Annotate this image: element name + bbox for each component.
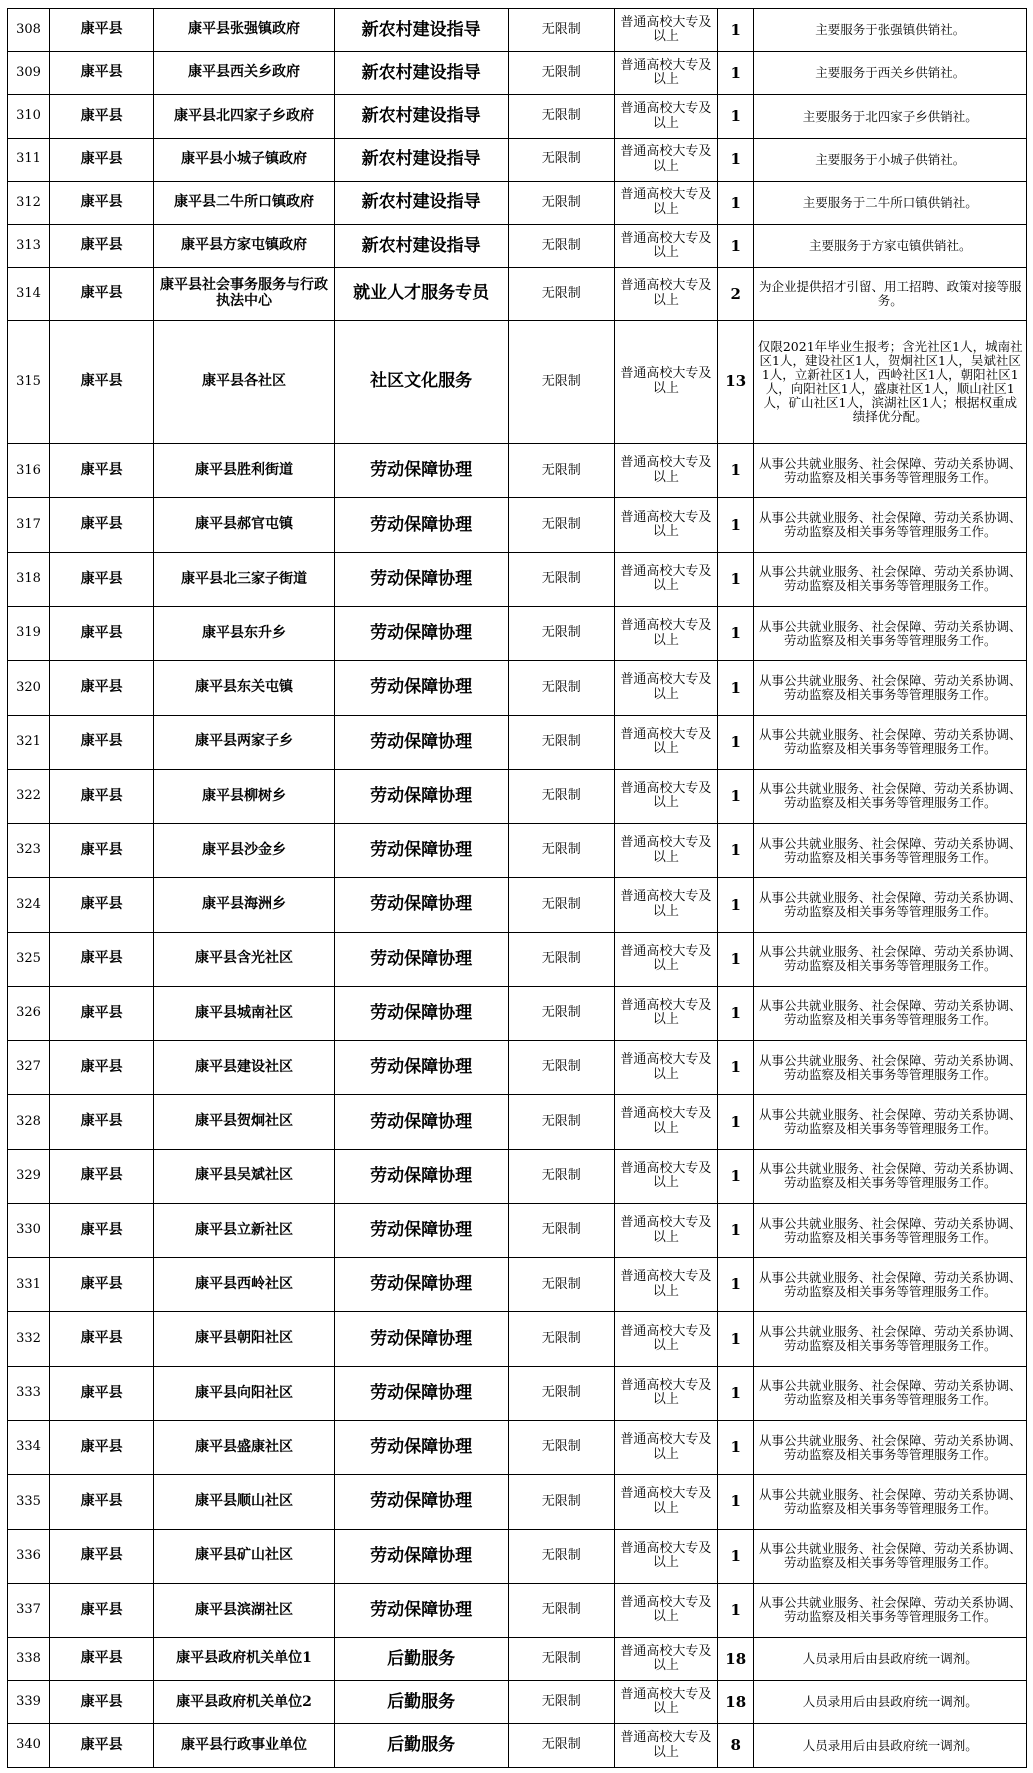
unit-cell: 康平县社会事务服务与行政执法中心 bbox=[154, 268, 335, 320]
headcount-cell: 1 bbox=[717, 9, 754, 52]
notes-cell: 从事公共就业服务、社会保障、劳动关系协调、劳动监察及相关事务等管理服务工作。 bbox=[754, 1529, 1027, 1583]
county-cell: 康平县 bbox=[50, 1681, 154, 1724]
notes-cell: 从事公共就业服务、社会保障、劳动关系协调、劳动监察及相关事务等管理服务工作。 bbox=[754, 769, 1027, 823]
unit-cell: 康平县张强镇政府 bbox=[154, 9, 335, 52]
education-cell: 普通高校大专及以上 bbox=[614, 1258, 717, 1312]
row-number: 308 bbox=[8, 9, 50, 52]
notes-cell: 人员录用后由县政府统一调剂。 bbox=[754, 1724, 1027, 1768]
notes-cell: 从事公共就业服务、社会保障、劳动关系协调、劳动监察及相关事务等管理服务工作。 bbox=[754, 932, 1027, 986]
notes-cell: 从事公共就业服务、社会保障、劳动关系协调、劳动监察及相关事务等管理服务工作。 bbox=[754, 444, 1027, 498]
unit-cell: 康平县向阳社区 bbox=[154, 1366, 335, 1420]
headcount-cell: 1 bbox=[717, 715, 754, 769]
row-number: 334 bbox=[8, 1420, 50, 1474]
education-cell: 普通高校大专及以上 bbox=[614, 138, 717, 181]
education-cell: 普通高校大专及以上 bbox=[614, 320, 717, 444]
county-cell: 康平县 bbox=[50, 225, 154, 268]
education-cell: 普通高校大专及以上 bbox=[614, 1724, 717, 1768]
notes-cell: 从事公共就业服务、社会保障、劳动关系协调、劳动监察及相关事务等管理服务工作。 bbox=[754, 824, 1027, 878]
row-number: 327 bbox=[8, 1041, 50, 1095]
notes-cell: 从事公共就业服务、社会保障、劳动关系协调、劳动监察及相关事务等管理服务工作。 bbox=[754, 1420, 1027, 1474]
notes-cell: 为企业提供招才引留、用工招聘、政策对接等服务。 bbox=[754, 268, 1027, 320]
row-number: 311 bbox=[8, 138, 50, 181]
unit-cell: 康平县北四家子乡政府 bbox=[154, 95, 335, 138]
education-cell: 普通高校大专及以上 bbox=[614, 1420, 717, 1474]
county-cell: 康平县 bbox=[50, 878, 154, 932]
unit-cell: 康平县二牛所口镇政府 bbox=[154, 181, 335, 224]
table-row bbox=[8, 607, 1027, 661]
county-cell: 康平县 bbox=[50, 1041, 154, 1095]
unit-cell: 康平县北三家子街道 bbox=[154, 552, 335, 606]
education-cell: 普通高校大专及以上 bbox=[614, 498, 717, 552]
table-row bbox=[8, 878, 1027, 932]
education-cell: 普通高校大专及以上 bbox=[614, 1203, 717, 1257]
unit-cell: 康平县小城子镇政府 bbox=[154, 138, 335, 181]
row-number: 321 bbox=[8, 715, 50, 769]
notes-cell: 从事公共就业服务、社会保障、劳动关系协调、劳动监察及相关事务等管理服务工作。 bbox=[754, 1041, 1027, 1095]
row-number: 332 bbox=[8, 1312, 50, 1366]
education-cell: 普通高校大专及以上 bbox=[614, 1529, 717, 1583]
education-cell: 普通高校大专及以上 bbox=[614, 52, 717, 95]
education-cell: 普通高校大专及以上 bbox=[614, 1312, 717, 1366]
post-name-cell: 劳动保障协理 bbox=[334, 1041, 508, 1095]
post-name-cell: 劳动保障协理 bbox=[334, 1529, 508, 1583]
post-name-cell: 劳动保障协理 bbox=[334, 1312, 508, 1366]
table-row bbox=[8, 1724, 1027, 1768]
unit-cell: 康平县城南社区 bbox=[154, 986, 335, 1040]
post-name-cell: 新农村建设指导 bbox=[334, 9, 508, 52]
notes-cell: 人员录用后由县政府统一调剂。 bbox=[754, 1681, 1027, 1724]
row-number: 337 bbox=[8, 1583, 50, 1637]
education-cell: 普通高校大专及以上 bbox=[614, 878, 717, 932]
post-name-cell: 新农村建设指导 bbox=[334, 52, 508, 95]
notes-cell: 主要服务于张强镇供销社。 bbox=[754, 9, 1027, 52]
table-row bbox=[8, 824, 1027, 878]
unit-cell: 康平县行政事业单位 bbox=[154, 1724, 335, 1768]
restriction-cell: 无限制 bbox=[508, 138, 614, 181]
headcount-cell: 1 bbox=[717, 225, 754, 268]
table-row bbox=[8, 268, 1027, 320]
county-cell: 康平县 bbox=[50, 932, 154, 986]
education-cell: 普通高校大专及以上 bbox=[614, 268, 717, 320]
post-name-cell: 劳动保障协理 bbox=[334, 1258, 508, 1312]
table-row bbox=[8, 95, 1027, 138]
restriction-cell: 无限制 bbox=[508, 769, 614, 823]
headcount-cell: 8 bbox=[717, 1724, 754, 1768]
table-row bbox=[8, 552, 1027, 606]
unit-cell: 康平县西关乡政府 bbox=[154, 52, 335, 95]
restriction-cell: 无限制 bbox=[508, 320, 614, 444]
table-row bbox=[8, 715, 1027, 769]
table-row bbox=[8, 52, 1027, 95]
row-number: 340 bbox=[8, 1724, 50, 1768]
notes-cell: 主要服务于方家屯镇供销社。 bbox=[754, 225, 1027, 268]
unit-cell: 康平县方家屯镇政府 bbox=[154, 225, 335, 268]
post-name-cell: 劳动保障协理 bbox=[334, 661, 508, 715]
education-cell: 普通高校大专及以上 bbox=[614, 986, 717, 1040]
notes-cell: 从事公共就业服务、社会保障、劳动关系协调、劳动监察及相关事务等管理服务工作。 bbox=[754, 552, 1027, 606]
table-row bbox=[8, 1638, 1027, 1681]
post-name-cell: 后勤服务 bbox=[334, 1724, 508, 1768]
unit-cell: 康平县两家子乡 bbox=[154, 715, 335, 769]
county-cell: 康平县 bbox=[50, 1529, 154, 1583]
headcount-cell: 1 bbox=[717, 824, 754, 878]
restriction-cell: 无限制 bbox=[508, 1149, 614, 1203]
post-name-cell: 劳动保障协理 bbox=[334, 1149, 508, 1203]
county-cell: 康平县 bbox=[50, 824, 154, 878]
table-row bbox=[8, 1529, 1027, 1583]
post-name-cell: 劳动保障协理 bbox=[334, 932, 508, 986]
headcount-cell: 1 bbox=[717, 661, 754, 715]
restriction-cell: 无限制 bbox=[508, 1681, 614, 1724]
unit-cell: 康平县东关屯镇 bbox=[154, 661, 335, 715]
county-cell: 康平县 bbox=[50, 769, 154, 823]
row-number: 339 bbox=[8, 1681, 50, 1724]
education-cell: 普通高校大专及以上 bbox=[614, 824, 717, 878]
headcount-cell: 1 bbox=[717, 52, 754, 95]
county-cell: 康平县 bbox=[50, 1203, 154, 1257]
county-cell: 康平县 bbox=[50, 1366, 154, 1420]
table-row bbox=[8, 661, 1027, 715]
notes-cell: 从事公共就业服务、社会保障、劳动关系协调、劳动监察及相关事务等管理服务工作。 bbox=[754, 986, 1027, 1040]
row-number: 338 bbox=[8, 1638, 50, 1681]
unit-cell: 康平县吴斌社区 bbox=[154, 1149, 335, 1203]
unit-cell: 康平县滨湖社区 bbox=[154, 1583, 335, 1637]
post-name-cell: 劳动保障协理 bbox=[334, 1420, 508, 1474]
education-cell: 普通高校大专及以上 bbox=[614, 1041, 717, 1095]
education-cell: 普通高校大专及以上 bbox=[614, 1638, 717, 1681]
restriction-cell: 无限制 bbox=[508, 1420, 614, 1474]
restriction-cell: 无限制 bbox=[508, 1638, 614, 1681]
restriction-cell: 无限制 bbox=[508, 1095, 614, 1149]
unit-cell: 康平县盛康社区 bbox=[154, 1420, 335, 1474]
notes-cell: 主要服务于二牛所口镇供销社。 bbox=[754, 181, 1027, 224]
table-row bbox=[8, 1041, 1027, 1095]
headcount-cell: 1 bbox=[717, 1475, 754, 1529]
education-cell: 普通高校大专及以上 bbox=[614, 444, 717, 498]
unit-cell: 康平县柳树乡 bbox=[154, 769, 335, 823]
table-row bbox=[8, 225, 1027, 268]
county-cell: 康平县 bbox=[50, 181, 154, 224]
headcount-cell: 18 bbox=[717, 1681, 754, 1724]
post-name-cell: 劳动保障协理 bbox=[334, 1203, 508, 1257]
education-cell: 普通高校大专及以上 bbox=[614, 932, 717, 986]
restriction-cell: 无限制 bbox=[508, 932, 614, 986]
headcount-cell: 1 bbox=[717, 1312, 754, 1366]
row-number: 318 bbox=[8, 552, 50, 606]
post-name-cell: 社区文化服务 bbox=[334, 320, 508, 444]
notes-cell: 仅限2021年毕业生报考；含光社区1人，城南社区1人，建设社区1人，贺炯社区1人，吴斌社区1人，立新社区1人，西岭社区1人，朝阳社区1人，向阳社区1人，盛康社区1人，顺山社区1人，矿山社区1人，滨湖社区1人；根据权重成绩择优分配。 bbox=[754, 320, 1027, 444]
unit-cell: 康平县顺山社区 bbox=[154, 1475, 335, 1529]
table-row bbox=[8, 1258, 1027, 1312]
county-cell: 康平县 bbox=[50, 1420, 154, 1474]
notes-cell: 从事公共就业服务、社会保障、劳动关系协调、劳动监察及相关事务等管理服务工作。 bbox=[754, 1583, 1027, 1637]
notes-cell: 从事公共就业服务、社会保障、劳动关系协调、劳动监察及相关事务等管理服务工作。 bbox=[754, 607, 1027, 661]
post-name-cell: 劳动保障协理 bbox=[334, 1583, 508, 1637]
table-row bbox=[8, 1149, 1027, 1203]
restriction-cell: 无限制 bbox=[508, 1041, 614, 1095]
table-body bbox=[8, 9, 1027, 1768]
row-number: 333 bbox=[8, 1366, 50, 1420]
restriction-cell: 无限制 bbox=[508, 9, 614, 52]
unit-cell: 康平县政府机关单位1 bbox=[154, 1638, 335, 1681]
row-number: 322 bbox=[8, 769, 50, 823]
education-cell: 普通高校大专及以上 bbox=[614, 225, 717, 268]
table-row bbox=[8, 1366, 1027, 1420]
post-name-cell: 后勤服务 bbox=[334, 1681, 508, 1724]
restriction-cell: 无限制 bbox=[508, 607, 614, 661]
education-cell: 普通高校大专及以上 bbox=[614, 1366, 717, 1420]
education-cell: 普通高校大专及以上 bbox=[614, 1149, 717, 1203]
post-name-cell: 就业人才服务专员 bbox=[334, 268, 508, 320]
headcount-cell: 1 bbox=[717, 986, 754, 1040]
post-name-cell: 劳动保障协理 bbox=[334, 498, 508, 552]
row-number: 331 bbox=[8, 1258, 50, 1312]
row-number: 320 bbox=[8, 661, 50, 715]
row-number: 329 bbox=[8, 1149, 50, 1203]
table-row bbox=[8, 1203, 1027, 1257]
education-cell: 普通高校大专及以上 bbox=[614, 1475, 717, 1529]
table-row bbox=[8, 320, 1027, 444]
restriction-cell: 无限制 bbox=[508, 1724, 614, 1768]
notes-cell: 从事公共就业服务、社会保障、劳动关系协调、劳动监察及相关事务等管理服务工作。 bbox=[754, 1312, 1027, 1366]
county-cell: 康平县 bbox=[50, 1258, 154, 1312]
post-name-cell: 劳动保障协理 bbox=[334, 715, 508, 769]
education-cell: 普通高校大专及以上 bbox=[614, 1681, 717, 1724]
county-cell: 康平县 bbox=[50, 498, 154, 552]
headcount-cell: 1 bbox=[717, 1366, 754, 1420]
post-name-cell: 新农村建设指导 bbox=[334, 225, 508, 268]
row-number: 335 bbox=[8, 1475, 50, 1529]
county-cell: 康平县 bbox=[50, 607, 154, 661]
job-positions-table bbox=[7, 8, 1027, 1768]
post-name-cell: 劳动保障协理 bbox=[334, 824, 508, 878]
unit-cell: 康平县贺炯社区 bbox=[154, 1095, 335, 1149]
post-name-cell: 新农村建设指导 bbox=[334, 181, 508, 224]
restriction-cell: 无限制 bbox=[508, 1312, 614, 1366]
county-cell: 康平县 bbox=[50, 9, 154, 52]
notes-cell: 从事公共就业服务、社会保障、劳动关系协调、劳动监察及相关事务等管理服务工作。 bbox=[754, 1366, 1027, 1420]
notes-cell: 从事公共就业服务、社会保障、劳动关系协调、劳动监察及相关事务等管理服务工作。 bbox=[754, 1258, 1027, 1312]
county-cell: 康平县 bbox=[50, 444, 154, 498]
row-number: 326 bbox=[8, 986, 50, 1040]
restriction-cell: 无限制 bbox=[508, 95, 614, 138]
table-row bbox=[8, 1583, 1027, 1637]
unit-cell: 康平县含光社区 bbox=[154, 932, 335, 986]
notes-cell: 从事公共就业服务、社会保障、劳动关系协调、劳动监察及相关事务等管理服务工作。 bbox=[754, 661, 1027, 715]
row-number: 312 bbox=[8, 181, 50, 224]
row-number: 336 bbox=[8, 1529, 50, 1583]
table-row bbox=[8, 1681, 1027, 1724]
unit-cell: 康平县各社区 bbox=[154, 320, 335, 444]
county-cell: 康平县 bbox=[50, 1638, 154, 1681]
table-row bbox=[8, 1312, 1027, 1366]
headcount-cell: 1 bbox=[717, 138, 754, 181]
post-name-cell: 后勤服务 bbox=[334, 1638, 508, 1681]
post-name-cell: 新农村建设指导 bbox=[334, 138, 508, 181]
notes-cell: 从事公共就业服务、社会保障、劳动关系协调、劳动监察及相关事务等管理服务工作。 bbox=[754, 715, 1027, 769]
county-cell: 康平县 bbox=[50, 1475, 154, 1529]
unit-cell: 康平县矿山社区 bbox=[154, 1529, 335, 1583]
restriction-cell: 无限制 bbox=[508, 878, 614, 932]
headcount-cell: 1 bbox=[717, 95, 754, 138]
restriction-cell: 无限制 bbox=[508, 444, 614, 498]
row-number: 319 bbox=[8, 607, 50, 661]
restriction-cell: 无限制 bbox=[508, 1203, 614, 1257]
row-number: 314 bbox=[8, 268, 50, 320]
post-name-cell: 新农村建设指导 bbox=[334, 95, 508, 138]
headcount-cell: 1 bbox=[717, 444, 754, 498]
education-cell: 普通高校大专及以上 bbox=[614, 181, 717, 224]
table-row bbox=[8, 932, 1027, 986]
row-number: 330 bbox=[8, 1203, 50, 1257]
post-name-cell: 劳动保障协理 bbox=[334, 552, 508, 606]
post-name-cell: 劳动保障协理 bbox=[334, 1095, 508, 1149]
county-cell: 康平县 bbox=[50, 1312, 154, 1366]
table-row bbox=[8, 444, 1027, 498]
row-number: 315 bbox=[8, 320, 50, 444]
county-cell: 康平县 bbox=[50, 661, 154, 715]
post-name-cell: 劳动保障协理 bbox=[334, 444, 508, 498]
headcount-cell: 1 bbox=[717, 1420, 754, 1474]
restriction-cell: 无限制 bbox=[508, 225, 614, 268]
headcount-cell: 2 bbox=[717, 268, 754, 320]
headcount-cell: 1 bbox=[717, 1095, 754, 1149]
restriction-cell: 无限制 bbox=[508, 824, 614, 878]
headcount-cell: 1 bbox=[717, 932, 754, 986]
restriction-cell: 无限制 bbox=[508, 1529, 614, 1583]
headcount-cell: 1 bbox=[717, 1149, 754, 1203]
headcount-cell: 13 bbox=[717, 320, 754, 444]
headcount-cell: 1 bbox=[717, 878, 754, 932]
table-row bbox=[8, 1095, 1027, 1149]
unit-cell: 康平县海洲乡 bbox=[154, 878, 335, 932]
education-cell: 普通高校大专及以上 bbox=[614, 1583, 717, 1637]
row-number: 328 bbox=[8, 1095, 50, 1149]
education-cell: 普通高校大专及以上 bbox=[614, 1095, 717, 1149]
unit-cell: 康平县立新社区 bbox=[154, 1203, 335, 1257]
education-cell: 普通高校大专及以上 bbox=[614, 715, 717, 769]
restriction-cell: 无限制 bbox=[508, 268, 614, 320]
restriction-cell: 无限制 bbox=[508, 986, 614, 1040]
education-cell: 普通高校大专及以上 bbox=[614, 9, 717, 52]
headcount-cell: 1 bbox=[717, 607, 754, 661]
post-name-cell: 劳动保障协理 bbox=[334, 769, 508, 823]
headcount-cell: 1 bbox=[717, 769, 754, 823]
notes-cell: 主要服务于小城子供销社。 bbox=[754, 138, 1027, 181]
education-cell: 普通高校大专及以上 bbox=[614, 607, 717, 661]
post-name-cell: 劳动保障协理 bbox=[334, 1366, 508, 1420]
notes-cell: 从事公共就业服务、社会保障、劳动关系协调、劳动监察及相关事务等管理服务工作。 bbox=[754, 878, 1027, 932]
unit-cell: 康平县胜利街道 bbox=[154, 444, 335, 498]
headcount-cell: 1 bbox=[717, 1583, 754, 1637]
notes-cell: 从事公共就业服务、社会保障、劳动关系协调、劳动监察及相关事务等管理服务工作。 bbox=[754, 1475, 1027, 1529]
notes-cell: 从事公共就业服务、社会保障、劳动关系协调、劳动监察及相关事务等管理服务工作。 bbox=[754, 1203, 1027, 1257]
post-name-cell: 劳动保障协理 bbox=[334, 878, 508, 932]
county-cell: 康平县 bbox=[50, 1724, 154, 1768]
row-number: 316 bbox=[8, 444, 50, 498]
notes-cell: 主要服务于西关乡供销社。 bbox=[754, 52, 1027, 95]
county-cell: 康平县 bbox=[50, 986, 154, 1040]
restriction-cell: 无限制 bbox=[508, 1475, 614, 1529]
post-name-cell: 劳动保障协理 bbox=[334, 1475, 508, 1529]
headcount-cell: 18 bbox=[717, 1638, 754, 1681]
notes-cell: 从事公共就业服务、社会保障、劳动关系协调、劳动监察及相关事务等管理服务工作。 bbox=[754, 498, 1027, 552]
row-number: 325 bbox=[8, 932, 50, 986]
row-number: 324 bbox=[8, 878, 50, 932]
education-cell: 普通高校大专及以上 bbox=[614, 661, 717, 715]
county-cell: 康平县 bbox=[50, 320, 154, 444]
headcount-cell: 1 bbox=[717, 552, 754, 606]
post-name-cell: 劳动保障协理 bbox=[334, 986, 508, 1040]
row-number: 310 bbox=[8, 95, 50, 138]
table-row bbox=[8, 498, 1027, 552]
restriction-cell: 无限制 bbox=[508, 1583, 614, 1637]
education-cell: 普通高校大专及以上 bbox=[614, 552, 717, 606]
post-name-cell: 劳动保障协理 bbox=[334, 607, 508, 661]
restriction-cell: 无限制 bbox=[508, 52, 614, 95]
table-row bbox=[8, 9, 1027, 52]
headcount-cell: 1 bbox=[717, 181, 754, 224]
row-number: 323 bbox=[8, 824, 50, 878]
education-cell: 普通高校大专及以上 bbox=[614, 769, 717, 823]
row-number: 313 bbox=[8, 225, 50, 268]
notes-cell: 主要服务于北四家子乡供销社。 bbox=[754, 95, 1027, 138]
headcount-cell: 1 bbox=[717, 498, 754, 552]
unit-cell: 康平县沙金乡 bbox=[154, 824, 335, 878]
headcount-cell: 1 bbox=[717, 1258, 754, 1312]
headcount-cell: 1 bbox=[717, 1203, 754, 1257]
restriction-cell: 无限制 bbox=[508, 715, 614, 769]
table-row bbox=[8, 986, 1027, 1040]
unit-cell: 康平县政府机关单位2 bbox=[154, 1681, 335, 1724]
county-cell: 康平县 bbox=[50, 138, 154, 181]
unit-cell: 康平县东升乡 bbox=[154, 607, 335, 661]
county-cell: 康平县 bbox=[50, 268, 154, 320]
headcount-cell: 1 bbox=[717, 1529, 754, 1583]
restriction-cell: 无限制 bbox=[508, 498, 614, 552]
restriction-cell: 无限制 bbox=[508, 661, 614, 715]
table-row bbox=[8, 138, 1027, 181]
restriction-cell: 无限制 bbox=[508, 552, 614, 606]
restriction-cell: 无限制 bbox=[508, 1258, 614, 1312]
row-number: 309 bbox=[8, 52, 50, 95]
county-cell: 康平县 bbox=[50, 1149, 154, 1203]
restriction-cell: 无限制 bbox=[508, 1366, 614, 1420]
county-cell: 康平县 bbox=[50, 715, 154, 769]
county-cell: 康平县 bbox=[50, 52, 154, 95]
education-cell: 普通高校大专及以上 bbox=[614, 95, 717, 138]
county-cell: 康平县 bbox=[50, 1095, 154, 1149]
county-cell: 康平县 bbox=[50, 95, 154, 138]
unit-cell: 康平县朝阳社区 bbox=[154, 1312, 335, 1366]
headcount-cell: 1 bbox=[717, 1041, 754, 1095]
restriction-cell: 无限制 bbox=[508, 181, 614, 224]
table-row bbox=[8, 181, 1027, 224]
notes-cell: 从事公共就业服务、社会保障、劳动关系协调、劳动监察及相关事务等管理服务工作。 bbox=[754, 1095, 1027, 1149]
county-cell: 康平县 bbox=[50, 552, 154, 606]
unit-cell: 康平县西岭社区 bbox=[154, 1258, 335, 1312]
county-cell: 康平县 bbox=[50, 1583, 154, 1637]
notes-cell: 人员录用后由县政府统一调剂。 bbox=[754, 1638, 1027, 1681]
table-row bbox=[8, 1420, 1027, 1474]
unit-cell: 康平县郝官屯镇 bbox=[154, 498, 335, 552]
table-row bbox=[8, 769, 1027, 823]
row-number: 317 bbox=[8, 498, 50, 552]
notes-cell: 从事公共就业服务、社会保障、劳动关系协调、劳动监察及相关事务等管理服务工作。 bbox=[754, 1149, 1027, 1203]
unit-cell: 康平县建设社区 bbox=[154, 1041, 335, 1095]
table-row bbox=[8, 1475, 1027, 1529]
